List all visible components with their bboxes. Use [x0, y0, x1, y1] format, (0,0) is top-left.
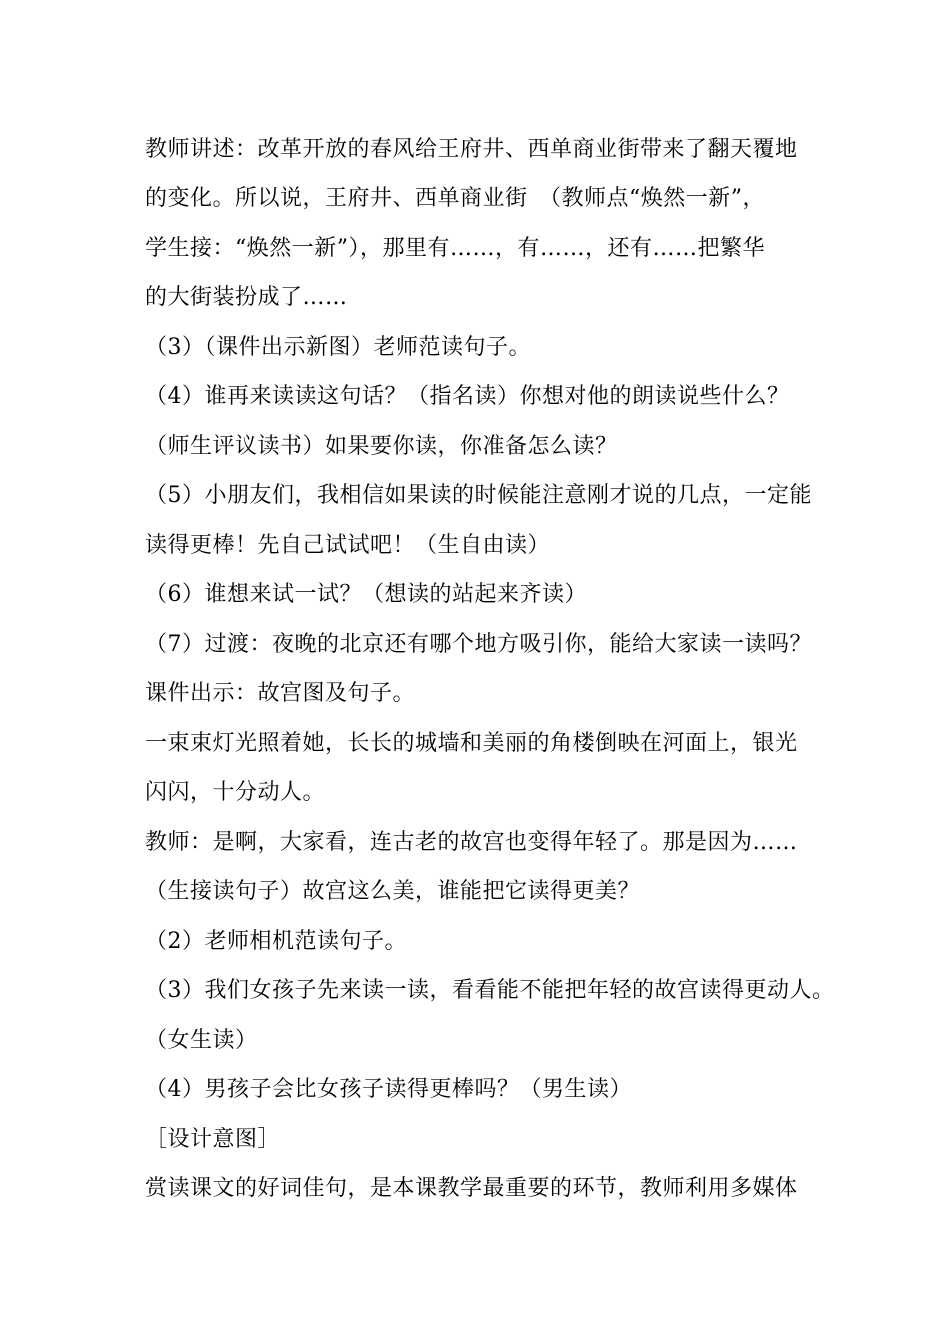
text-line: （生接读句子）故宫这么美，谁能把它读得更美？ [145, 879, 641, 904]
text-line: 学生接：“焕然一新”），那里有……，有……，还有……把繁华 [145, 236, 765, 261]
text-line: （3）我们女孩子先来读一读，看看能不能把年轻的故宫读得更动人。 [145, 978, 835, 1003]
text-line: 读得更棒！先自己试试吧！（生自由读） [145, 533, 551, 558]
text-line: （3）（课件出示新图）老师范读句子。 [145, 335, 531, 360]
text-line: 的大街装扮成了…… [145, 285, 348, 310]
text-line: （2）老师相机范读句子。 [145, 929, 407, 954]
text-line: ［设计意图］ [145, 1127, 281, 1152]
text-line: 的变化。所以说，王府井、西单商业街 （教师点“焕然一新”， [145, 186, 765, 211]
text-line: （5）小朋友们，我相信如果读的时候能注意刚才说的几点，一定能 [145, 483, 812, 508]
text-line: （师生评议读书）如果要你读，你准备怎么读？ [145, 434, 618, 459]
text-line: （女生读） [145, 1028, 258, 1053]
text-line: 教师讲述：改革开放的春风给王府井、西单商业街带来了翻天覆地 [145, 137, 798, 162]
text-line: 闪闪，十分动人。 [145, 780, 326, 805]
text-line: 课件出示：故宫图及句子。 [145, 681, 416, 706]
text-line: （4）谁再来读读这句话？（指名读）你想对他的朗读说些什么？ [145, 384, 790, 409]
text-line: 教师：是啊，大家看，连古老的故宫也变得年轻了。那是因为…… [145, 830, 798, 855]
text-line: （7）过渡：夜晚的北京还有哪个地方吸引你，能给大家读一读吗？ [145, 632, 812, 657]
text-line: 赏读课文的好词佳句，是本课教学最重要的环节，教师利用多媒体 [145, 1176, 798, 1201]
text-line: （6）谁想来试一试？（想读的站起来齐读） [145, 582, 587, 607]
text-line: 一束束灯光照着她，长长的城墙和美丽的角楼倒映在河面上，银光 [145, 731, 798, 756]
text-line: （4）男孩子会比女孩子读得更棒吗？（男生读） [145, 1077, 632, 1102]
